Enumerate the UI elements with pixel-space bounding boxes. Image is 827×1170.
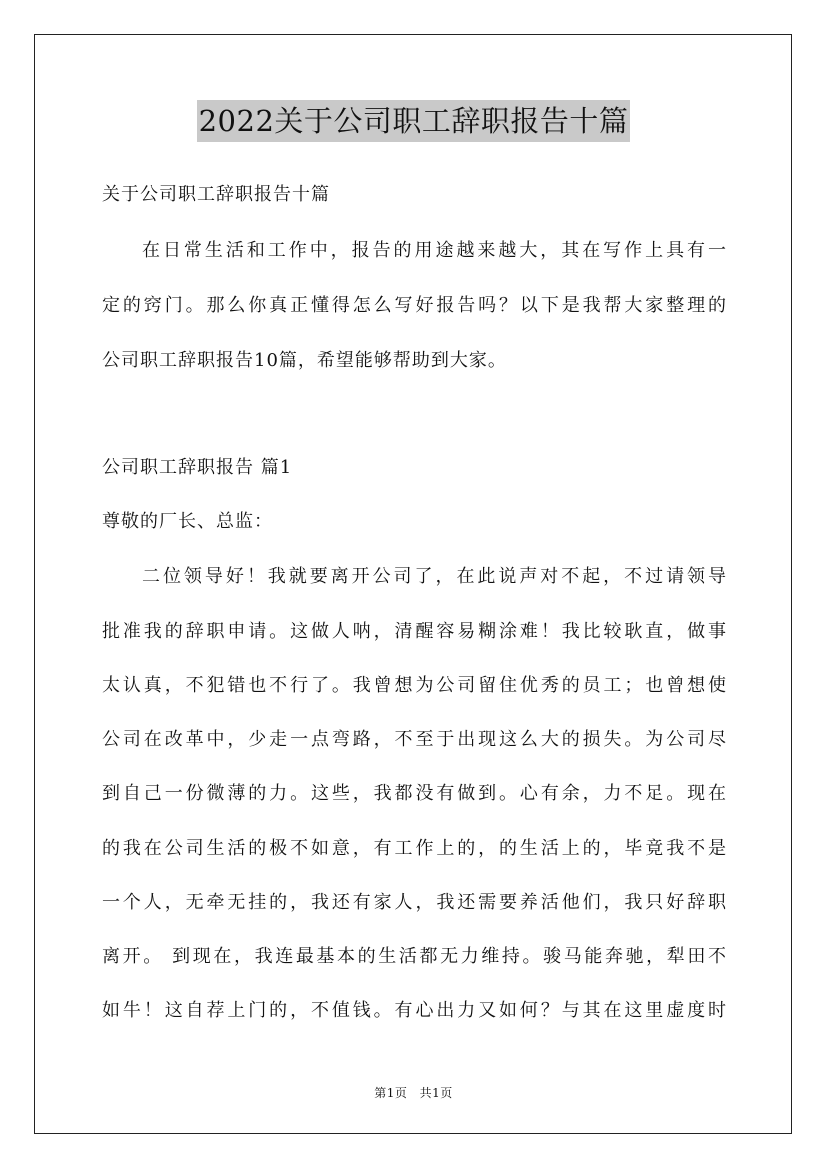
salutation: 尊敬的厂长、总监： — [102, 511, 273, 532]
page-total: 共1页 — [419, 1086, 453, 1100]
body-line: 到自己一份微薄的力。这些，我都没有做到。心有余，力不足。现在 — [102, 783, 726, 804]
intro-line: 定的窍门。那么你真正懂得怎么写好报告吗？以下是我帮大家整理的 — [102, 295, 726, 316]
body-line: 公司在改革中，少走一点弯路，不至于出现这么大的损失。为公司尽 — [102, 729, 726, 750]
page-footer — [0, 1084, 827, 1101]
body-line: 离开。 到现在，我连最基本的生活都无力维持。骏马能奔驰，犁田不 — [102, 946, 726, 967]
body-line: 太认真，不犯错也不行了。我曾想为公司留住优秀的员工；也曾想使 — [102, 675, 726, 696]
document-title: 2022关于公司职工辞职报告十篇 — [197, 100, 631, 142]
body-line: 批准我的辞职申请。这做人呐，清醒容易糊涂难！我比较耿直，做事 — [102, 621, 726, 642]
body-line: 如牛！这自荐上门的，不值钱。有心出力又如何？与其在这里虚度时 — [102, 1000, 726, 1021]
title-container — [0, 100, 827, 142]
page-number: 第1页 — [374, 1086, 408, 1100]
intro-line: 在日常生活和工作中，报告的用途越来越大，其在写作上具有一 — [142, 240, 726, 261]
document-subtitle: 关于公司职工辞职报告十篇 — [102, 184, 330, 205]
body-line: 一个人，无牵无挂的，我还有家人，我还需要养活他们，我只好辞职 — [102, 892, 726, 913]
intro-line: 公司职工辞职报告10篇，希望能够帮助到大家。 — [102, 350, 507, 371]
section-heading: 公司职工辞职报告 篇1 — [102, 457, 293, 478]
body-line: 的我在公司生活的极不如意，有工作上的，的生活上的，毕竟我不是 — [102, 838, 726, 859]
body-line: 二位领导好！我就要离开公司了，在此说声对不起，不过请领导 — [142, 566, 726, 587]
